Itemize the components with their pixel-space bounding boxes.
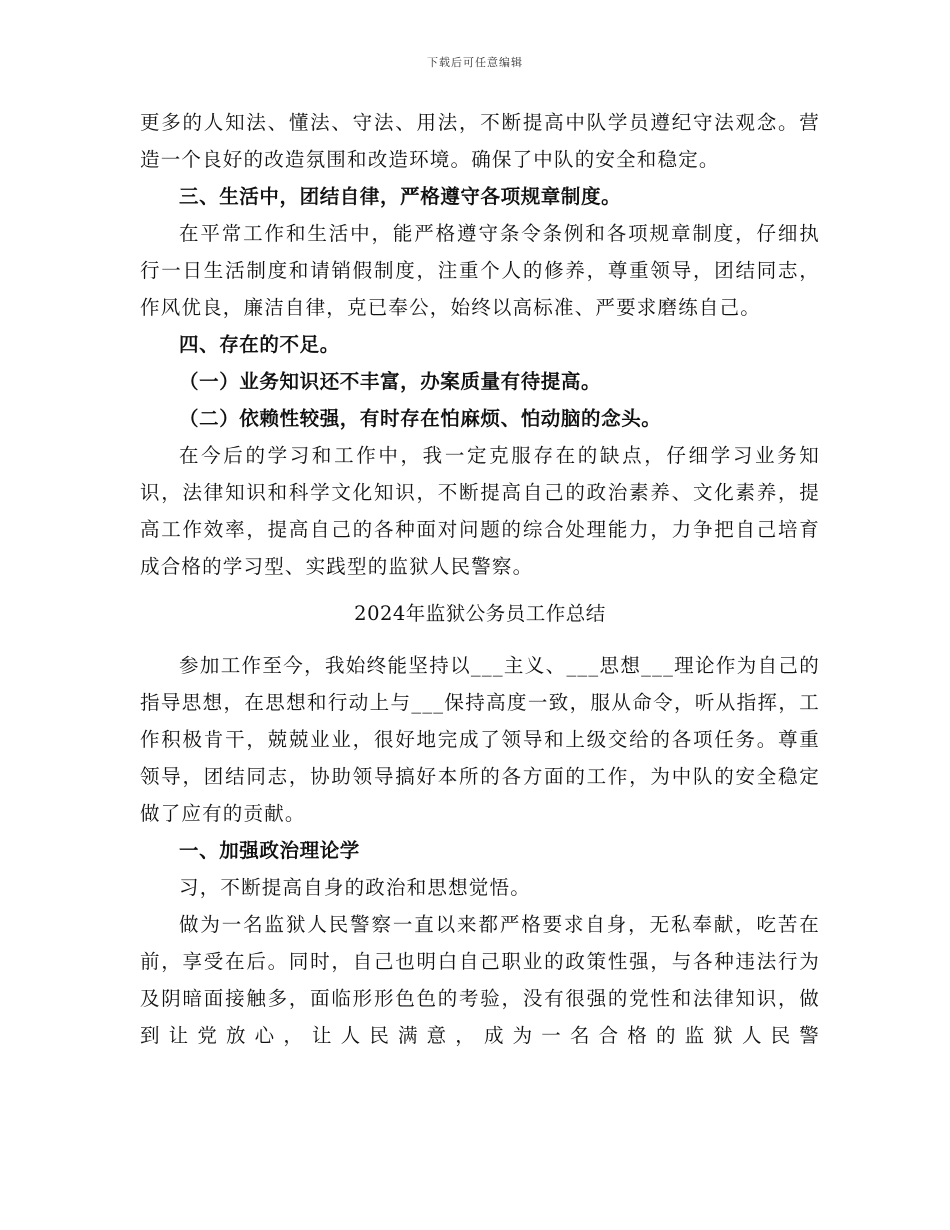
paragraph-future-plan: 在今后的学习和工作中，我一定克服存在的缺点，仔细学习业务知识，法律知识和科学文化知识，不断提高自己的政治素养、文化素养，提高工作效率，提高自己的各种面对问题的综合处理能力，力争把自己培育成合格的学习型、实践型的监狱人民警察。 <box>140 444 820 578</box>
section-heading-3: 三、生活中，团结自律，严格遵守各项规章制度。 <box>179 185 622 208</box>
paragraph-self-discipline: 做为一名监狱人民警察一直以来都严格要求自身，无私奉献，吃苦在前，享受在后。同时，自己也明白自己职业的政策性强，与各种违法行为及阴暗面接触多，面临形形色色的考验，没有很强的党性和法律知识，做到让党放心，让人民满意，成为一名合格的监狱人民警 <box>140 913 820 1047</box>
paragraph-intro: 参加工作至今，我始终能坚持以___主义、___思想___理论作为自己的指导思想，在思想和行动上与___保持高度一致，服从命令，听从指挥，工作积极肯干，兢兢业业，很好地完成了领导和上级交给的各项任务。尊重领导，团结同志，协助领导搞好本所的各方面的工作，为中队的安全稳定做了应有的贡献。 <box>140 654 820 825</box>
section-heading-4: 四、存在的不足。 <box>179 333 340 356</box>
subheading-4-2: （二）依赖性较强，有时存在怕麻烦、怕动脑的念头。 <box>179 407 662 430</box>
section-heading-1: 一、加强政治理论学 <box>179 839 360 862</box>
paragraph-continuation: 更多的人知法、懂法、守法、用法，不断提高中队学员遵纪守法观念。营造一个良好的改造氛围和改造环境。确保了中队的安全和稳定。 <box>140 111 820 171</box>
paragraph-discipline: 在平常工作和生活中，能严格遵守条令条例和各项规章制度，仔细执行一日生活制度和请销假制度，注重个人的修养，尊重领导，团结同志，作风优良，廉洁自律，克已奉公，始终以高标准、严要求磨练自己。 <box>140 222 820 319</box>
paragraph-heading-continuation: 习，不断提高自身的政治和思想觉悟。 <box>179 876 531 899</box>
document-body <box>140 104 820 1054</box>
page-header: 下载后可任意编辑 <box>427 56 523 69</box>
document-title: 2024年监狱公务员工作总结 <box>354 602 606 625</box>
subheading-4-1: （一）业务知识还不丰富，办案质量有待提高。 <box>179 370 602 393</box>
